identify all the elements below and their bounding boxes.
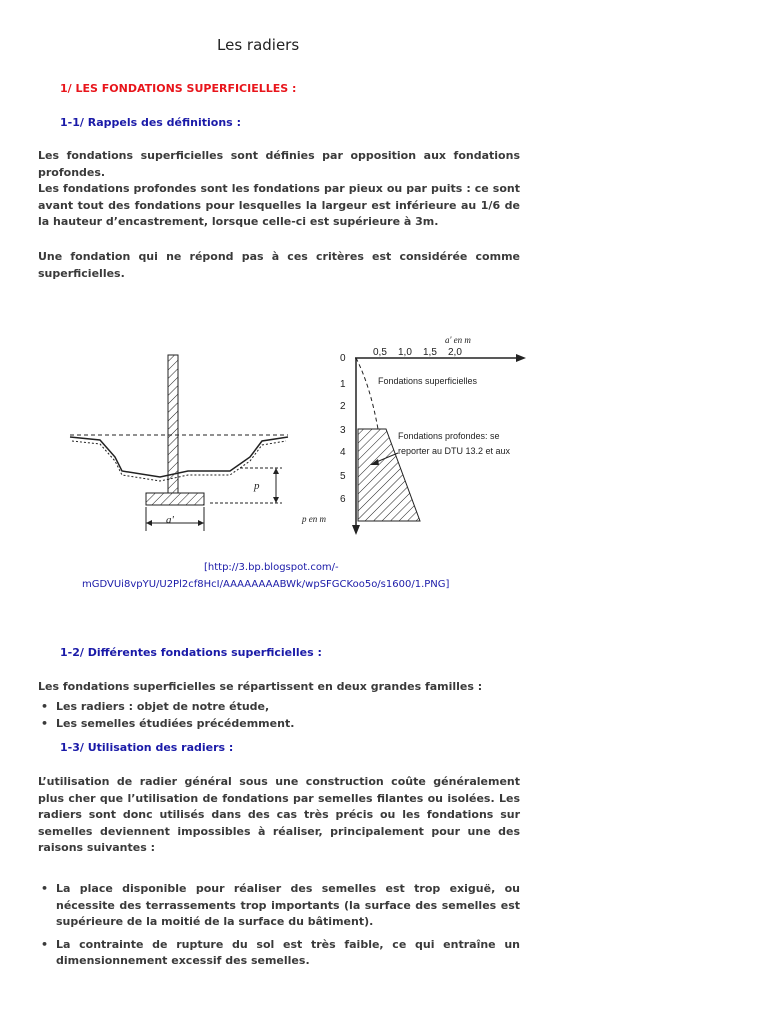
usage-paragraph: L’utilisation de radier général sous une construction coûte généralement plus cher que l’utilisation de fondations par semelles filantes ou isolées. Les radiers sont donc utilisés dans des cas très précis ou les fondations sur semelles deviennent impossibles à réaliser, principalement pour une des raisons suivantes : [38,775,520,854]
axis-left-tick: 4 [340,447,346,458]
axis-top-tick: 1,5 [423,347,437,358]
axis-top-tick: 2,0 [448,347,462,358]
section-heading-rappels-definitions: 1-1/ Rappels des définitions : [60,116,241,129]
reasons-list [38,881,520,970]
list-item: • La contrainte de rupture du sol est très faible, ce qui entraîne un dimensionnement excessif des semelles. [38,937,520,970]
families-intro: Les fondations superficielles se répartissent en deux grandes familles : [38,680,483,693]
section-heading-fondations-superficielles: 1/ LES FONDATIONS SUPERFICIELLES : [60,82,297,95]
definition-deep: Les fondations profondes sont les fondations par pieux ou par puits : ce sont avant tout des fondations pour lesquelles la largeur est inférieure au 1/6 de la hauteur d’encastrement, lorsque celle-ci est supérieure à 3m. [38,182,520,228]
criteria-paragraph: Une fondation qui ne répond pas à ces critères est considérée comme superficielles. [38,250,520,280]
section-heading-differentes-fondations: 1-2/ Différentes fondations superficielles : [60,646,322,659]
section-heading-utilisation-radiers: 1-3/ Utilisation des radiers : [60,741,234,754]
image-source-link-line1[interactable]: [http://3.bp.blogspot.com/- [204,562,339,573]
list-item: • La place disponible pour réaliser des semelles est trop exiguë, ou nécessite des terrassements trop importants (la surface des semelles est supérieure de la moitié de la surface du bâtiment). [38,881,520,931]
axis-left-tick: 2 [340,401,346,412]
zone-deep-label-line1: Fondations profondes: se [398,431,500,441]
axis-left-label: p en m [302,514,326,524]
families-list [38,699,508,732]
axis-left-tick: 1 [340,379,346,390]
axis-top-tick: 0,5 [373,347,387,358]
image-source-link-line2[interactable]: mGDVUi8vpYU/U2Pl2cf8HcI/AAAAAAAABWk/wpSFGCKoo5o/s1600/1.PNG] [82,579,450,590]
footing-drawing [70,355,288,531]
depth-label: p [254,480,260,492]
page-title: Les radiers [217,36,300,54]
foundations-figure [60,325,540,535]
axis-left-tick: 6 [340,494,346,505]
axis-top-tick: 1,0 [398,347,412,358]
zone-shallow-label: Fondations superficielles [378,376,478,386]
depth-width-chart [301,335,526,535]
definitions-paragraph [38,148,520,231]
axis-top-label: a' en m [445,335,471,345]
footing-width-label: a' [166,514,174,526]
axis-left-tick: 0 [340,353,346,364]
zone-deep-label-line2: reporter au DTU 13.2 et aux [398,446,511,456]
axis-left-tick: 5 [340,471,346,482]
list-item: • Les semelles étudiées précédemment. [38,716,508,733]
axis-left-tick: 3 [340,425,346,436]
definition-shallow: Les fondations superficielles sont définies par opposition aux fondations profondes. [38,149,520,179]
list-item: • Les radiers : objet de notre étude, [38,699,508,716]
